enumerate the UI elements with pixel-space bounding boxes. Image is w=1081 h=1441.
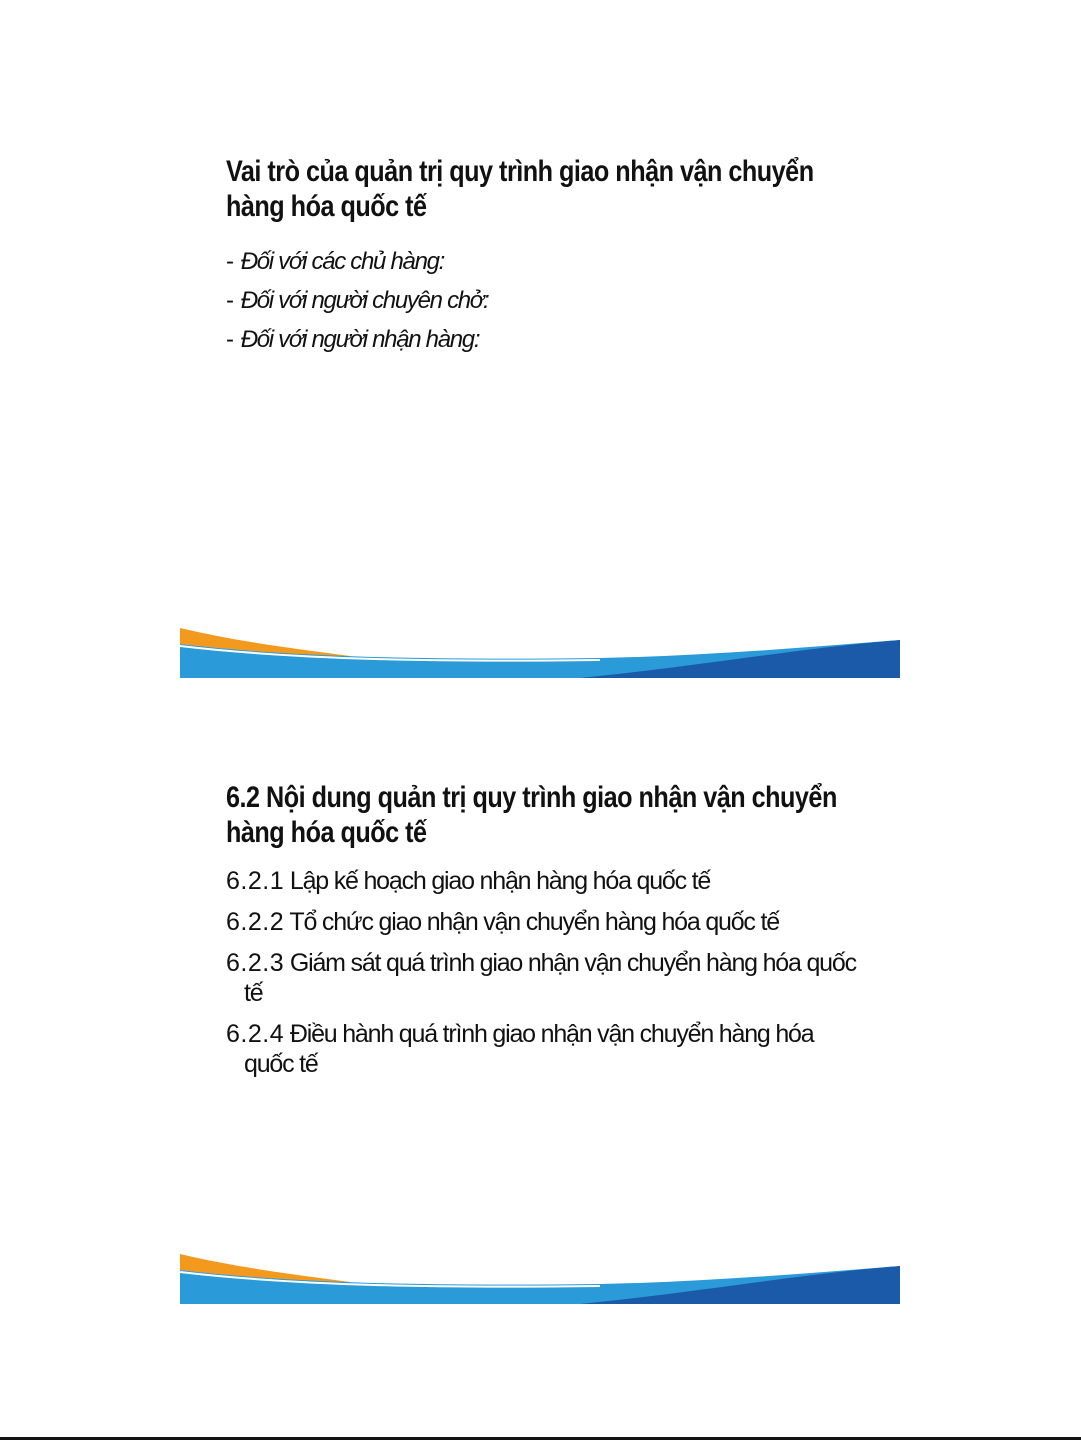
list-item bbox=[226, 948, 866, 1008]
bullet-dash: - bbox=[226, 326, 233, 353]
list-item bbox=[226, 281, 488, 320]
bullet-dash: - bbox=[226, 287, 233, 314]
slide-title bbox=[226, 154, 864, 224]
slide-1 bbox=[180, 118, 900, 678]
item-text: Lập kế hoạch giao nhận hàng hóa quốc tế bbox=[289, 867, 711, 895]
title-line-1: 6.2 Nội dung quản trị quy trình giao nhận vận chuyển bbox=[226, 781, 837, 814]
page-bottom-rule bbox=[0, 1437, 1081, 1440]
list-item bbox=[226, 1019, 866, 1079]
item-text: Giám sát quá trình giao nhận vận chuyển hàng hóa quốc tế bbox=[244, 949, 856, 1007]
list-item bbox=[226, 907, 866, 937]
bullet-text: Đối với người chuyên chở: bbox=[240, 287, 489, 314]
item-number: 6.2.1 bbox=[226, 867, 285, 895]
title-line-2: hàng hóa quốc tế bbox=[226, 816, 427, 849]
slide-2 bbox=[180, 744, 900, 1304]
list-item bbox=[226, 242, 488, 281]
title-line-1: Vai trò của quản trị quy trình giao nhận vận chuyển bbox=[226, 155, 814, 188]
bullet-dash: - bbox=[226, 248, 233, 275]
bullet-list bbox=[226, 242, 488, 359]
item-number: 6.2.2 bbox=[226, 908, 285, 936]
wave-decoration bbox=[180, 622, 900, 678]
item-number: 6.2.4 bbox=[226, 1020, 285, 1048]
slide-title bbox=[226, 780, 864, 850]
list-item bbox=[226, 866, 866, 896]
bullet-text: Đối với các chủ hàng: bbox=[240, 248, 445, 275]
bullet-text: Đối với người nhận hàng: bbox=[240, 326, 480, 353]
title-line-2: hàng hóa quốc tế bbox=[226, 190, 427, 223]
item-number: 6.2.3 bbox=[226, 949, 285, 977]
list-item bbox=[226, 320, 488, 359]
item-text: Tổ chức giao nhận vận chuyển hàng hóa quốc tế bbox=[289, 908, 779, 936]
content-list bbox=[226, 866, 866, 1090]
wave-decoration bbox=[180, 1248, 900, 1304]
item-text: Điều hành quá trình giao nhận vận chuyển hàng hóa quốc tế bbox=[244, 1020, 814, 1078]
